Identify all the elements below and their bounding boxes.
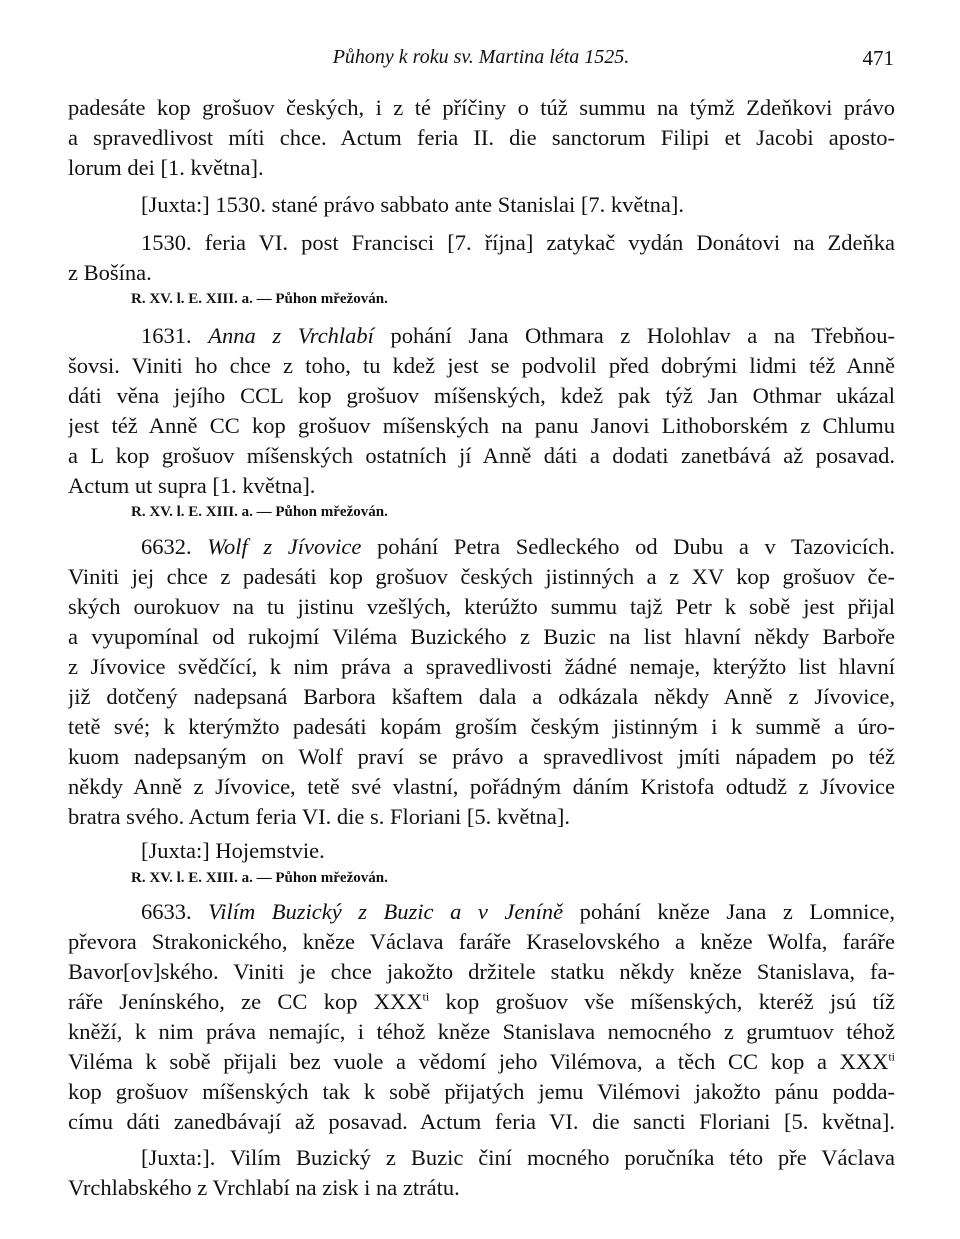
plaintiff-name: Wolf z Jívovice	[207, 534, 362, 559]
text-line: Bavor[ov]ského. Viniti je chce jakožto držitele statku někdy kněze Stanislava, fa-	[68, 959, 895, 984]
entry-heading-line	[141, 321, 895, 351]
entry-number: 1631.	[141, 323, 209, 348]
text-line: tetě své; k kterýmžto padesáti kopám groším českým jistinným i k summě a úro-	[68, 714, 895, 739]
page-number: 471	[862, 46, 894, 70]
text-line: a L kop grošuov míšenských ostatních jí Anně dáti a dodati zanetbává až posavad.	[68, 443, 895, 468]
entry-number: 6633.	[141, 899, 209, 924]
entry-heading-text: pohání Jana Othmara z Holohlav a na Třebňou-	[373, 323, 895, 348]
text-line	[68, 987, 895, 1017]
text-line: ských ourokuov na tu jistinu vzešlých, kterúžto summu tajž Petr k sobě jest přijal	[68, 594, 895, 619]
text-line: z Bošína.	[68, 260, 152, 285]
registry-note: R. XV. l. E. XIII. a. — Půhon mřežován.	[131, 504, 388, 520]
text-line: z Jívovice svědčící, k nim práva a spravedlivosti žádné nemaje, kterýžto list hlavní	[68, 654, 895, 679]
plaintiff-name: Vilím Buzický z Buzic a v Jeníně	[208, 899, 564, 924]
entry-heading-text: pohání kněze Jana z Lomnice,	[563, 899, 895, 924]
registry-note: R. XV. l. E. XIII. a. — Půhon mřežován.	[131, 870, 388, 886]
text-line: a spravedlivost míti chce. Actum feria II. die sanctorum Filipi et Jacobi aposto-	[68, 125, 895, 150]
text-line: kop grošuov míšenských tak k sobě přijatých jemu Vilémovi jakožto pánu podda-	[68, 1079, 895, 1104]
text-line: převora Strakonického, kněze Václava faráře Kraselovského a kněze Wolfa, faráře	[68, 929, 895, 954]
running-head: Půhony k roku sv. Martina léta 1525.	[332, 46, 630, 68]
text-line: šovsi. Viniti ho chce z toho, tu kdež jest se podvolil před dobrými lidmi též Anně	[68, 353, 895, 378]
superscript: ti	[422, 989, 430, 1004]
entry-heading-line	[141, 897, 895, 927]
text-line: kuom nadepsaným on Wolf praví se právo a spravedlivost jmíti nápadem po též	[68, 744, 895, 769]
text-line: někdy Anně z Jívovice, tetě své vlastní, pořádným dáním Kristofa odtudž z Jívovice	[68, 774, 895, 799]
entry-heading-text: pohání Petra Sedleckého od Dubu a v Tazovicích.	[361, 534, 895, 559]
text-line: bratra svého. Actum feria VI. die s. Floriani [5. května].	[68, 804, 570, 829]
text-line: lorum dei [1. května].	[68, 155, 264, 180]
text-line: 1530. feria VI. post Francisci [7. října] zatykač vydán Donátovi na Zdeňka	[141, 230, 895, 255]
text-segment: kop grošuov vše míšenských, kteréž jsú tíž	[429, 989, 895, 1014]
entry-heading-line	[141, 532, 895, 562]
text-line: padesáte kop grošuov českých, i z té příčiny o túž summu na týmž Zdeňkovi právo	[68, 95, 895, 120]
text-line: címu dáti zanedbávají až posavad. Actum feria VI. die sancti Floriani [5. května].	[68, 1109, 895, 1134]
plaintiff-name: Anna z Vrchlabí	[208, 323, 374, 348]
entry-number: 6632.	[141, 534, 208, 559]
text-line: a vyupomínal od rukojmí Viléma Buzického z Buzic na list hlavní někdy Barboře	[68, 624, 895, 649]
text-line: [Juxta:] Hojemstvie.	[141, 838, 325, 863]
text-line: Actum ut supra [1. května].	[68, 473, 316, 498]
text-segment: Viléma k sobě přijali bez vuole a vědomí jeho Vilémova, a těch CC kop a XXX	[68, 1049, 889, 1074]
text-line	[68, 1047, 895, 1077]
page-header	[68, 44, 894, 78]
registry-note: R. XV. l. E. XIII. a. — Půhon mřežován.	[131, 291, 388, 307]
text-line: již dotčený nadepsaná Barbora kšaftem dala a odkázala někdy Anně z Jívovice,	[68, 684, 895, 709]
text-line: [Juxta:] 1530. stané právo sabbato ante Stanislai [7. května].	[141, 192, 684, 217]
text-line: Vrchlabského z Vrchlabí na zisk i na ztrátu.	[68, 1175, 460, 1200]
superscript: ti	[888, 1049, 895, 1064]
text-line: jest též Anně CC kop grošuov míšenských na panu Janovi Lithoborském z Chlumu	[68, 413, 895, 438]
text-line: Viniti jej chce z padesáti kop grošuov českých jistinných a z XV kop grošuov če-	[68, 564, 895, 589]
text-line: [Juxta:]. Vilím Buzický z Buzic činí mocného poručníka této pře Václava	[141, 1145, 895, 1170]
text-line: dáti věna jejího CCL kop grošuov míšenských, kdež pak týž Jan Othmar ukázal	[68, 383, 895, 408]
text-segment: ráře Jenínského, ze CC kop XXX	[68, 989, 423, 1014]
text-line: kněží, k nim práva nemajíc, i téhož kněze Stanislava nemocného z grumtuov téhož	[68, 1019, 895, 1044]
